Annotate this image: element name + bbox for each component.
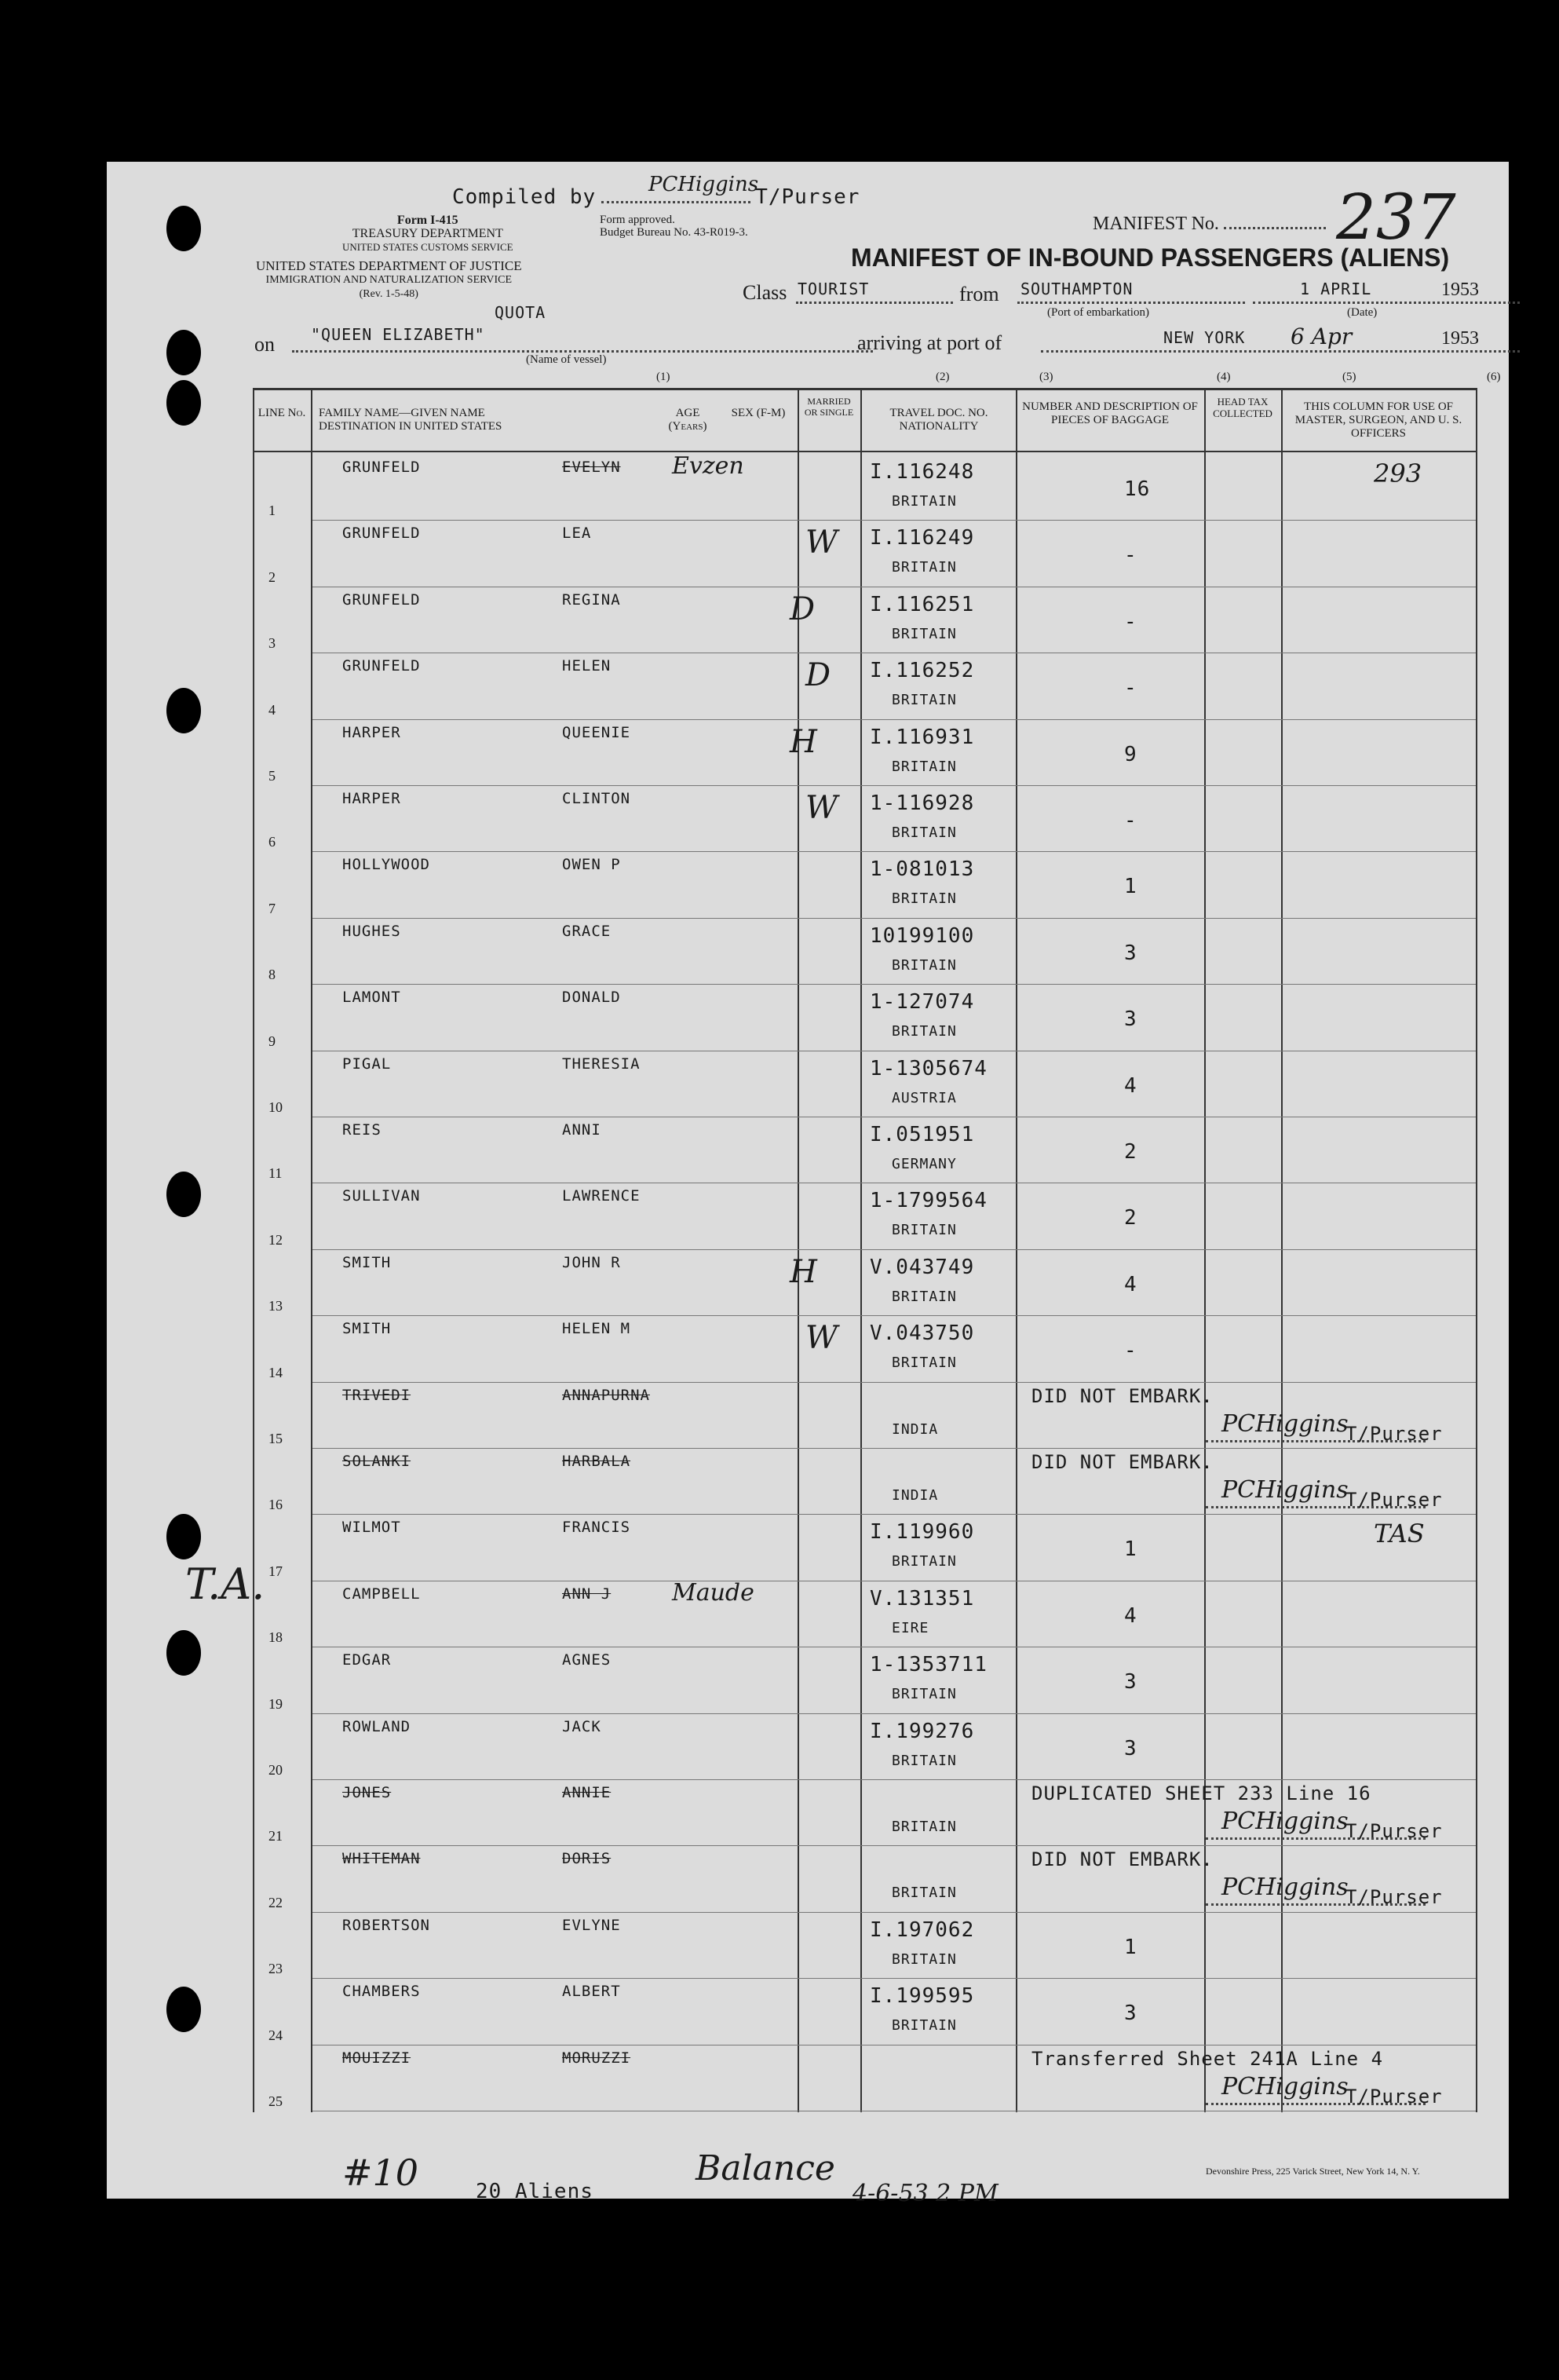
line-number: 7 [268,900,276,916]
remark-signer: T/Purser [1345,1422,1443,1445]
baggage-count: - [1124,809,1137,832]
family-name: PIGAL [342,1055,392,1073]
column-number: (2) [936,371,950,383]
family-name: GRUNFELD [342,459,421,476]
travel-doc-number: 1-127074 [870,990,975,1015]
line-number: 14 [268,1364,283,1380]
family-name: GRUNFELD [342,525,421,543]
travel-doc-number: 1-1353711 [870,1653,988,1677]
given-name: FRANCIS [562,1519,631,1537]
baggage-count: 2 [1124,1206,1137,1230]
line-number: 21 [268,1828,283,1844]
arrival-year: 1953 [1441,328,1479,349]
row-divider [312,1382,1476,1383]
travel-doc-number: I.116251 [870,592,975,616]
row-divider [312,918,1476,919]
nationality: BRITAIN [892,493,957,510]
approval-block [600,214,748,239]
family-name: JONES [342,1784,392,1801]
manifest-number: 237 [1336,181,1456,254]
nationality: GERMANY [892,1156,957,1172]
given-name: ANNAPURNA [562,1386,650,1404]
col-header-baggage: NUMBER AND DESCRIPTION OF PIECES OF BAGGAGE [1022,400,1198,426]
line-number: 20 [268,1762,283,1778]
line-number: 15 [268,1431,283,1446]
date-caption: (Date) [1347,306,1378,319]
from-label: from [959,283,999,305]
row-divider [312,1713,1476,1714]
remark-signature: PCHiggins [1221,1808,1349,1835]
given-name: AGNES [562,1651,612,1669]
travel-doc-number: I.199595 [870,1984,975,2009]
baggage-count: 4 [1124,1073,1137,1098]
family-name: EDGAR [342,1651,392,1669]
nationality: BRITAIN [892,1885,957,1902]
nationality: BRITAIN [892,1023,957,1040]
nationality: BRITAIN [892,1355,957,1372]
baggage-count: 2 [1124,1140,1137,1164]
class-value: TOURIST [798,280,870,298]
punch-hole [166,1630,201,1676]
nationality: BRITAIN [892,890,957,908]
vessel-name: "QUEEN ELIZABETH" [311,325,485,344]
family-name: HOLLYWOOD [342,856,430,874]
quota-label: QUOTA [495,303,546,322]
baggage-count: 1 [1124,875,1137,899]
column-number: (5) [1342,371,1356,383]
given-name: GRACE [562,922,612,940]
line-number: 24 [268,2027,283,2043]
line-number: 1 [268,503,276,519]
nationality: BRITAIN [892,1686,957,1703]
given-name: EVELYN [562,459,621,476]
nationality: BRITAIN [892,1752,957,1769]
remark-signature: PCHiggins [1221,2072,1349,2100]
justice-label: UNITED STATES DEPARTMENT OF JUSTICE [256,258,522,273]
given-name: EVLYNE [562,1916,621,1934]
nationality: INDIA [892,1420,939,1438]
travel-doc-number: 1-116928 [870,792,975,815]
family-name: LAMONT [342,989,401,1007]
agency-block [342,214,513,254]
column-number: (4) [1217,371,1231,383]
given-name: HARBALA [562,1453,631,1470]
row-divider [312,520,1476,521]
baggage-count: 3 [1124,1007,1137,1032]
nationality: BRITAIN [892,1222,957,1239]
travel-doc-number: I.116248 [870,460,975,484]
row-divider [312,851,1476,852]
form-number: Form I-415 [396,214,458,227]
remark-signer: T/Purser [1345,1886,1443,1909]
punch-hole [166,688,201,733]
aliens-count: 20 Aliens [476,2180,593,2203]
justice-block [256,259,522,302]
baggage-count: 4 [1124,1603,1137,1628]
date-year: 1953 [1441,280,1479,300]
remark-signature: PCHiggins [1221,1874,1349,1902]
family-name: WHITEMAN [342,1850,421,1868]
printer-imprint: Devonshire Press, 225 Varick Street, New York 14, N. Y. [1206,2166,1420,2177]
col-header-travel-doc: TRAVEL DOC. NO. NATIONALITY [889,407,988,433]
nationality: BRITAIN [892,1553,957,1570]
line-number: 3 [268,635,276,652]
given-name: LEA [562,525,592,543]
given-name: CLINTON [562,790,631,807]
line-number: 25 [268,2093,283,2109]
remark-signer: T/Purser [1345,2085,1443,2108]
remark: DID NOT EMBARK. [1031,1451,1214,1473]
given-name: THERESIA [562,1055,641,1073]
row-divider [312,719,1476,720]
travel-doc-number: I.199276 [870,1719,975,1743]
date-value: 1 APRIL [1300,280,1372,298]
given-name: HELEN M [562,1320,631,1338]
nationality: BRITAIN [892,625,957,642]
compiled-label: Compiled by [452,185,597,209]
remark-signature: PCHiggins [1221,1409,1349,1438]
nationality: BRITAIN [892,1950,957,1968]
handwritten-mark: H [790,1253,817,1290]
handwritten-mark: W [805,525,838,561]
row-divider [312,1249,1476,1250]
baggage-count: 3 [1124,2002,1137,2026]
column-number: (1) [656,371,670,383]
row-divider [312,1315,1476,1316]
family-name: ROWLAND [342,1717,411,1735]
nationality: BRITAIN [892,559,957,576]
family-name: HUGHES [342,922,401,940]
manifest-title: MANIFEST OF IN-BOUND PASSENGERS (ALIENS) [851,243,1450,272]
punch-hole [166,330,201,375]
family-name: SMITH [342,1253,392,1271]
family-name: SOLANKI [342,1453,411,1470]
officer-note: TAS [1374,1519,1425,1549]
line-number: 18 [268,1629,283,1646]
handwritten-stamp: 4-6-53 2 PM [853,2180,999,2207]
nationality: BRITAIN [892,824,957,841]
punch-hole [166,206,201,251]
travel-doc-number: I.197062 [870,1918,975,1942]
line-number: 12 [268,1231,283,1248]
baggage-count: - [1124,1339,1137,1363]
punch-hole [166,1514,201,1559]
handwritten-balance: Balance [696,2148,835,2188]
baggage-count: - [1124,543,1137,568]
line-number: 5 [268,768,276,784]
remark: DUPLICATED SHEET 233 Line 16 [1031,1782,1371,1804]
given-name: MORUZZI [562,2049,631,2067]
travel-doc-number: I.051951 [870,1123,975,1146]
family-name: GRUNFELD [342,657,421,675]
given-name: REGINA [562,590,621,609]
given-name: OWEN P [562,856,621,874]
line-number: 16 [268,1497,283,1513]
punch-hole [166,1987,201,2032]
col-header-head-tax: HEAD TAX COLLECTED [1213,396,1272,419]
line-number: 4 [268,701,276,718]
nationality: BRITAIN [892,956,957,974]
family-name: CAMPBELL [342,1585,421,1603]
line-number: 6 [268,834,276,850]
col-header-line: LINE No. [257,407,306,419]
family-name: ROBERTSON [342,1916,430,1934]
family-name: SMITH [342,1320,392,1338]
nationality: INDIA [892,1487,939,1504]
row-divider [312,1779,1476,1780]
on-label: on [254,333,275,356]
baggage-count: 1 [1124,1537,1137,1562]
line-number: 2 [268,568,276,585]
row-divider [312,1448,1476,1449]
line-number: 22 [268,1894,283,1910]
margin-mark: T.A. [185,1559,265,1609]
customs-label: UNITED STATES CUSTOMS SERVICE [342,241,513,253]
budget-label: Budget Bureau No. 43-R019-3. [600,226,748,239]
row-divider [312,785,1476,786]
given-name: QUEENIE [562,723,631,741]
line-number: 19 [268,1695,283,1712]
nationality: BRITAIN [892,1288,957,1305]
travel-doc-number: V.131351 [870,1586,975,1610]
travel-doc-number: I.119960 [870,1520,975,1545]
line-number: 17 [268,1563,283,1579]
travel-doc-number: 10199100 [870,923,975,948]
ins-label: IMMIGRATION AND NATURALIZATION SERVICE [265,274,513,286]
punch-hole [166,1172,201,1217]
travel-doc-number: V.043749 [870,1255,975,1279]
handwritten-given-name: Maude [672,1578,754,1607]
baggage-count: 3 [1124,1736,1137,1760]
line-number: 11 [268,1165,283,1182]
given-name: DORIS [562,1850,612,1868]
row-divider [312,1912,1476,1913]
remark: DID NOT EMBARK. [1031,1384,1214,1407]
col-header-officers: THIS COLUMN FOR USE OF MASTER, SURGEON, AND U. S. OFFICERS [1294,400,1462,440]
nationality: BRITAIN [892,692,957,709]
handwritten-mark: D [790,590,816,627]
given-name: ANN J [562,1585,612,1603]
given-name: JACK [562,1717,601,1735]
vessel-caption: (Name of vessel) [526,353,607,366]
travel-doc-number: I.116252 [870,659,975,683]
handwritten-mark: W [805,790,838,826]
remark-signer: T/Purser [1345,1489,1443,1511]
col-header-name: FAMILY NAME—GIVEN NAME DESTINATION IN UNITED STATES [319,407,502,433]
nationality: BRITAIN [892,758,957,775]
row-divider [312,1845,1476,1846]
line-number: 8 [268,967,276,983]
baggage-count: 9 [1124,742,1137,766]
given-name: LAWRENCE [562,1187,641,1205]
row-divider [312,984,1476,985]
arrival-port: NEW YORK [1163,328,1246,347]
travel-doc-number: I.116931 [870,725,975,749]
col-header-sex: SEX (F-M) [731,407,786,419]
nationality: EIRE [892,1619,929,1636]
baggage-count: - [1124,676,1137,700]
approval-label: Form approved. [600,214,675,226]
class-label: Class [743,281,787,304]
travel-doc-number: 1-1799564 [870,1189,988,1213]
handwritten-mark: W [805,1320,838,1357]
from-value: SOUTHAMPTON [1020,280,1134,298]
handwritten-mark: D [805,657,831,694]
given-name: ALBERT [562,1983,621,2001]
rev-label: (Rev. 1-5-48) [359,288,418,300]
col-header-married: MARRIED OR SINGLE [804,396,854,418]
baggage-count: 4 [1124,1272,1137,1296]
handwritten-mark: H [790,723,817,760]
handwritten-number: #10 [342,2152,419,2194]
family-name: HARPER [342,790,401,807]
baggage-count: 1 [1124,1935,1137,1959]
handwritten-given-name: Evzen [672,452,744,480]
travel-doc-number: I.116249 [870,526,975,550]
travel-doc-number: V.043750 [870,1322,975,1346]
officer-note: 293 [1374,459,1422,488]
manifest-no-caption: MANIFEST No. [1093,214,1219,234]
remark: Transferred Sheet 241A Line 4 [1031,2047,1384,2070]
baggage-count: - [1124,609,1137,634]
given-name: DONALD [562,989,621,1007]
line-number: 13 [268,1298,283,1314]
compiled-role: T/Purser [755,185,860,209]
column-number: (3) [1039,371,1053,383]
line-number: 10 [268,1099,283,1115]
nationality: BRITAIN [892,1819,957,1835]
family-name: TRIVEDI [342,1386,411,1404]
manifest-sheet [107,162,1509,2207]
manifest-number-label [1093,214,1326,235]
line-number: 23 [268,1961,283,1977]
row-divider [312,1978,1476,1979]
family-name: REIS [342,1121,382,1139]
row-divider [312,1514,1476,1515]
baggage-count: 3 [1124,941,1137,965]
punch-hole [166,380,201,426]
nationality: AUSTRIA [892,1089,957,1106]
given-name: HELEN [562,657,612,675]
travel-doc-number: 1-1305674 [870,1056,988,1080]
family-name: CHAMBERS [342,1983,421,2001]
baggage-count: 16 [1124,477,1151,501]
arriving-label: arriving at port of [857,331,1002,354]
family-name: GRUNFELD [342,590,421,609]
given-name: JOHN R [562,1253,621,1271]
family-name: MOUIZZI [342,2049,411,2067]
given-name: ANNIE [562,1784,612,1801]
embark-caption: (Port of embarkation) [1047,306,1149,319]
travel-doc-number: 1-081013 [870,857,975,882]
family-name: WILMOT [342,1519,401,1537]
nationality: BRITAIN [892,2017,957,2035]
baggage-count: 3 [1124,1670,1137,1695]
remark-signer: T/Purser [1345,1820,1443,1842]
purser-signature: PCHiggins [648,173,759,196]
given-name: ANNI [562,1121,601,1139]
col-header-age: AGE (Years) [668,407,707,433]
remark-signature: PCHiggins [1221,1476,1349,1504]
family-name: SULLIVAN [342,1187,421,1205]
line-number: 9 [268,1033,276,1049]
arrival-date: 6 Apr [1291,324,1353,349]
treasury-label: TREASURY DEPARTMENT [352,227,503,240]
remark: DID NOT EMBARK. [1031,1848,1214,1871]
column-number: (6) [1487,371,1501,383]
family-name: HARPER [342,723,401,741]
